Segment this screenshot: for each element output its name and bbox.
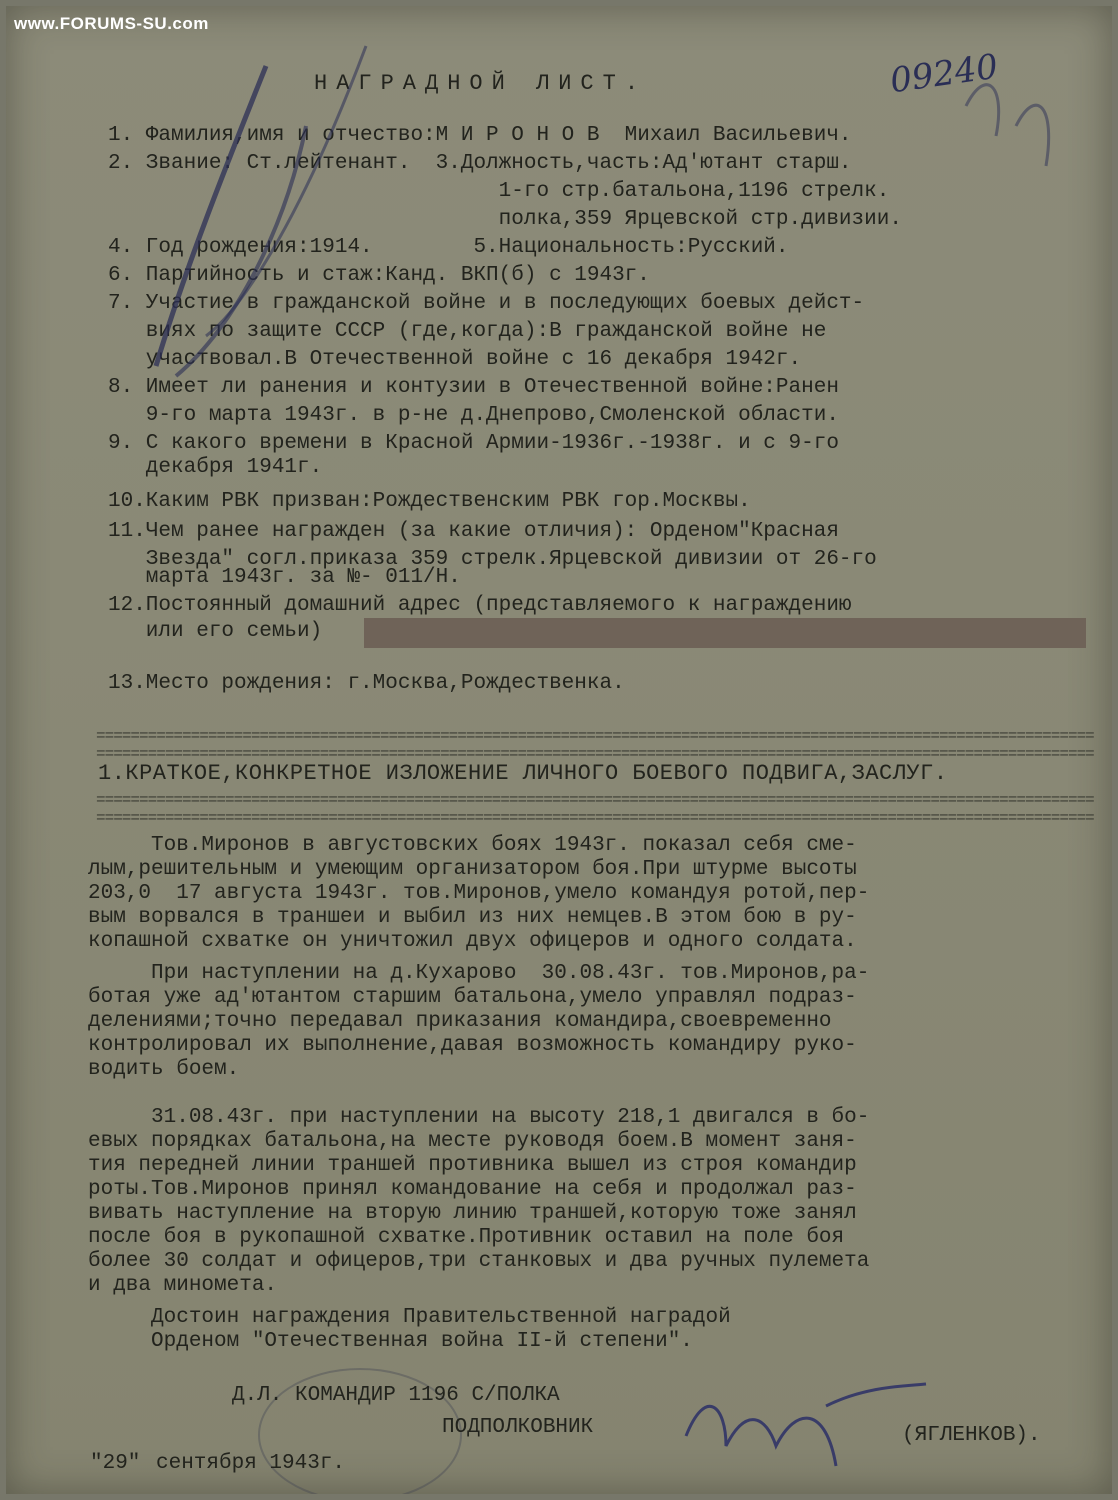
body-line: контролировал их выполнение,давая возможность командиру руко- <box>88 1034 857 1057</box>
commander-name: (ЯГЛЕНКОВ). <box>902 1424 1041 1447</box>
body-line: Тов.Миронов в августовских боях 1943г. показал себя сме- <box>88 834 857 857</box>
line-position-cont-2: полка,359 Ярцевской стр.дивизии. <box>108 208 902 231</box>
line-awards-2: Звезда" согл.приказа 359 стрелк.Ярцевской дивизии от 26-го <box>108 548 877 571</box>
body-line: 31.08.43г. при наступлении на высоту 218,1 двигался в бо- <box>88 1106 870 1129</box>
line-address-2: или его семьи) <box>108 620 323 643</box>
body-line: Достоин награждения Правительственной наградой <box>88 1306 731 1329</box>
line-army-since-2: декабря 1941г. <box>108 456 323 479</box>
line-fio: 1. Фамилия,имя и отчество:М И Р О Н О В Михаил Васильевич. <box>108 124 852 147</box>
body-line: копашной схватке он уничтожил двух офицеров и одного солдата. <box>88 930 857 953</box>
double-rule-top: ==================================================================================================================== <box>96 728 1094 744</box>
body-line: При наступлении на д.Кухарово 30.08.43г. тов.Миронов,ра- <box>88 962 870 985</box>
date-month-year: сентября 1943г. <box>156 1452 346 1475</box>
commander-rank: ПОДПОЛКОВНИК <box>442 1416 594 1439</box>
double-rule-bottom-2: ==================================================================================================================== <box>96 810 1094 826</box>
line-position-cont-1: 1-го стр.батальона,1196 стрелк. <box>108 180 890 203</box>
document-title: НАГРАДНОЙ ЛИСТ. <box>314 71 648 96</box>
line-party: 6. Партийность и стаж:Канд. ВКП(б) с 1943г. <box>108 264 650 287</box>
redacted-address <box>364 618 1086 648</box>
body-line: вым ворвался в траншеи и выбил из них немцев.В этом бою в ру- <box>88 906 857 929</box>
site-watermark: www.FORUMS-SU.com <box>14 14 209 33</box>
line-address-1: 12.Постоянный домашний адрес (представляемого к награждению <box>108 594 852 617</box>
section-heading: 1.КРАТКОЕ,КОНКРЕТНОЕ ИЗЛОЖЕНИЕ ЛИЧНОГО БОЕВОГО ПОДВИГА,ЗАСЛУГ. <box>98 761 948 786</box>
body-line: после боя в рукопашной схватке.Противник оставил на поле боя <box>88 1226 845 1249</box>
double-rule-top-2: ==================================================================================================================== <box>96 746 1094 762</box>
line-army-since-1: 9. С какого времени в Красной Армии-1936г.-1938г. и с 9-го <box>108 432 839 455</box>
body-line: роты.Тов.Миронов принял командование на себя и продолжал раз- <box>88 1178 857 1201</box>
body-line: тия передней линии траншей противника вышел из строя командир <box>88 1154 857 1177</box>
line-awards-1: 11.Чем ранее награжден (за какие отличия): Орденом"Красная <box>108 520 839 543</box>
body-line: делениями;точно передавал приказания командира,своевременно <box>88 1010 832 1033</box>
line-rank-position: 2. Звание: Ст.лейтенант. 3.Должность,часть:Ад'ютант старш. <box>108 152 852 175</box>
body-line: евых порядках батальона,на месте руководя боем.В момент заня- <box>88 1130 857 1153</box>
body-line: лым,решительным и умеющим организатором боя.При штурме высоты <box>88 858 857 881</box>
line-wounds-2: 9-го марта 1943г. в р-не д.Днепрово,Смоленской области. <box>108 404 839 427</box>
line-civil-war-2: виях по защите СССР (где,когда):В гражданской войне не <box>108 320 827 343</box>
commander-role: Д.Л. КОМАНДИР 1196 С/ПОЛКА <box>232 1384 560 1407</box>
body-line: водить боем. <box>88 1058 240 1081</box>
body-line: 203,0 17 августа 1943г. тов.Миронов,умело командуя ротой,пер- <box>88 882 870 905</box>
line-wounds-1: 8. Имеет ли ранения и контузии в Отечественной войне:Ранен <box>108 376 839 399</box>
date-day: "29" <box>90 1452 141 1475</box>
handwritten-number: 09240 <box>887 46 1001 102</box>
body-line: Орденом "Отечественная война II-й степени". <box>88 1330 693 1353</box>
award-sheet <box>6 6 1112 1494</box>
body-line: и два миномета. <box>88 1274 278 1297</box>
body-line: более 30 солдат и офицеров,три станковых и два ручных пулемета <box>88 1250 870 1273</box>
line-rvk: 10.Каким РВК призван:Рождественским РВК гор.Москвы. <box>108 490 751 513</box>
body-line: ботая уже ад'ютантом старшим батальона,умело управлял подраз- <box>88 986 857 1009</box>
body-line: вивать наступление на вторую линию траншей,которую тоже занял <box>88 1202 857 1225</box>
line-birth-year-nationality: 4. Год рождения:1914. 5.Национальность:Русский. <box>108 236 789 259</box>
line-civil-war-3: участвовал.В Отечественной войне с 16 декабря 1942г. <box>108 348 802 371</box>
line-civil-war-1: 7. Участие в гражданской войне и в последующих боевых дейст- <box>108 292 865 315</box>
double-rule-bottom: ==================================================================================================================== <box>96 792 1094 808</box>
line-birthplace: 13.Место рождения: г.Москва,Рождественка. <box>108 672 625 695</box>
line-awards-3: марта 1943г. за №- 011/Н. <box>108 566 461 589</box>
